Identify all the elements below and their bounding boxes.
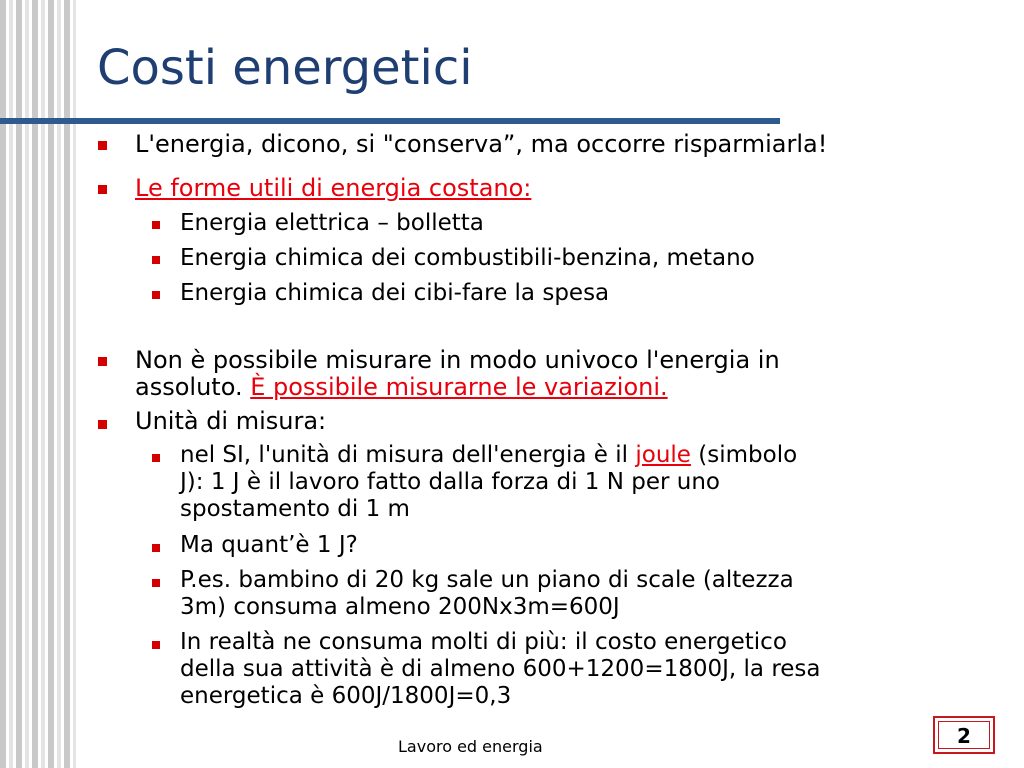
sub-bullet-reality-line3: energetica è 600J/1800J=0,3	[180, 683, 512, 709]
page-number: 2	[938, 721, 990, 749]
sub-bullet-square-icon	[152, 221, 160, 229]
variations-link[interactable]: È possibile misurarne le variazioni.	[250, 373, 668, 401]
sub-bullet-how-much: Ma quant’è 1 J?	[180, 532, 358, 558]
page-number-box	[933, 716, 995, 754]
sub-bullet-reality-line1: In realtà ne consuma molti di più: il costo energetico	[180, 629, 787, 655]
sub-bullet-example-line1: P.es. bambino di 20 kg sale un piano di scale (altezza	[180, 567, 794, 593]
sub-bullet-square-icon	[152, 544, 160, 552]
measurement-text: assoluto.	[135, 373, 251, 401]
bullet-energy-conservation: L'energia, dicono, si "conserva”, ma occorre risparmiarla!	[135, 130, 828, 158]
bullet-useful-forms	[135, 175, 531, 202]
useful-forms-link[interactable]: Le forme utili di energia costano:	[135, 174, 532, 202]
sub-bullet-joule-line1	[180, 442, 797, 469]
sub-bullet-square-icon	[152, 291, 160, 299]
bullet-square-icon	[98, 420, 107, 429]
bullet-square-icon	[98, 357, 107, 366]
bullet-measurement-line1: Non è possibile misurare in modo univoco l'energia in	[135, 346, 780, 374]
slide-footer: Lavoro ed energia	[398, 737, 543, 756]
sub-bullet-square-icon	[152, 579, 160, 587]
bullet-units: Unità di misura:	[135, 407, 327, 435]
sub-bullet-food-energy: Energia chimica dei cibi-fare la spesa	[180, 280, 610, 306]
bullet-square-icon	[98, 185, 107, 194]
sub-bullet-fuel-energy: Energia chimica dei combustibili-benzina, metano	[180, 245, 755, 271]
joule-text-after: (simbolo	[690, 442, 798, 468]
joule-link[interactable]: joule	[635, 442, 691, 468]
sub-bullet-example-line2: 3m) consuma almeno 200Nx3m=600J	[180, 594, 620, 620]
bullet-square-icon	[98, 141, 107, 150]
bullet-measurement-line2	[135, 374, 668, 401]
sub-bullet-joule-line2: J): 1 J è il lavoro fatto dalla forza di 1 N per uno	[180, 469, 721, 495]
joule-text-before: nel SI, l'unità di misura dell'energia è il	[180, 442, 636, 468]
sub-bullet-reality-line2: della sua attività è di almeno 600+1200=1800J, la resa	[180, 656, 821, 682]
sub-bullet-joule-line3: spostamento di 1 m	[180, 496, 410, 522]
sub-bullet-square-icon	[152, 256, 160, 264]
sub-bullet-square-icon	[152, 454, 160, 462]
sub-bullet-square-icon	[152, 641, 160, 649]
slide-title: Costi energetici	[97, 40, 473, 96]
sub-bullet-electric-energy: Energia elettrica – bolletta	[180, 210, 484, 236]
